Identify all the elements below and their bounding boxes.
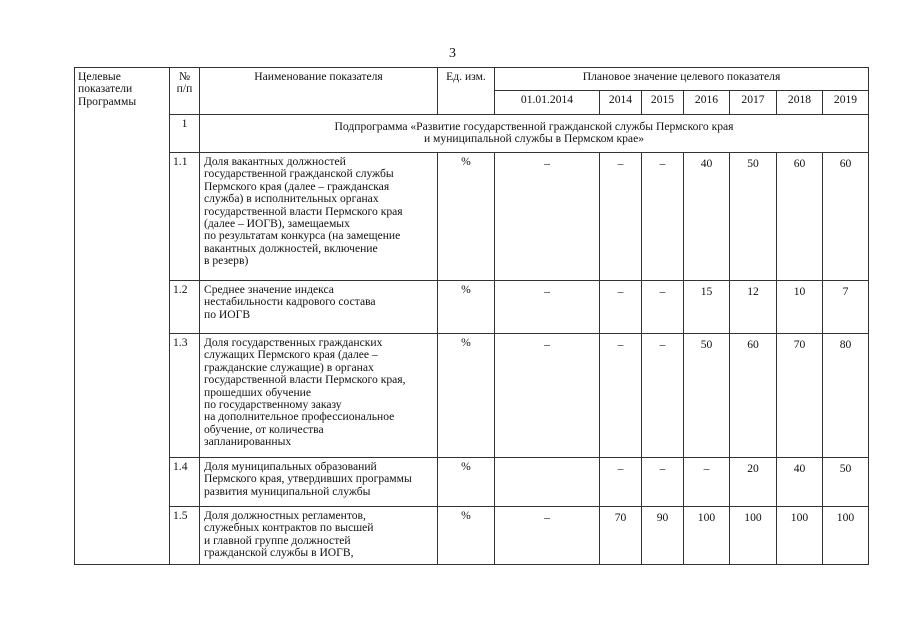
indicator-name	[200, 153, 438, 281]
row-num: 1.1	[170, 153, 200, 281]
value-cell: 40	[684, 153, 730, 281]
year-header-2: 2015	[642, 91, 684, 115]
indicator-name-line: служащих Пермского края (далее –	[204, 348, 378, 362]
table-row	[75, 458, 869, 507]
unit-header	[438, 68, 495, 115]
indicator-name	[200, 458, 438, 507]
num-header-text: № п/п	[176, 70, 193, 96]
indicator-name-line: в резерв)	[204, 254, 249, 268]
indicator-name-line: Доля должностных регламентов,	[204, 509, 366, 522]
row-num: 1.3	[170, 334, 200, 458]
plan-header	[495, 68, 869, 91]
value-cell: 20	[730, 458, 777, 507]
indicator-name-line: на дополнительное профессиональное	[204, 410, 395, 424]
value-cell: 50	[684, 334, 730, 458]
indicator-name-line: развития муниципальной службы	[204, 484, 371, 498]
indicator-name-line: по ИОГВ	[204, 307, 251, 321]
indicator-name-line: Пермского края, утвердивших программы	[204, 472, 412, 486]
indicator-name-line: вакантных должностей, включение	[204, 241, 378, 255]
subprogram-line-1: Подпрограмма «Развитие государственной гражданской службы Пермского края	[334, 120, 734, 133]
year-header-5: 2018	[777, 91, 823, 115]
indicator-name-line: Среднее значение индекса	[204, 283, 334, 296]
indicator-name-line: по результатам конкурса (на замещение	[204, 229, 401, 243]
indicator-name-line: Доля государственных гражданских	[204, 336, 383, 349]
indicators-table	[74, 67, 869, 565]
indicator-name-line: запланированных	[204, 435, 292, 449]
table-row	[75, 281, 869, 334]
indicator-name-line: государственной власти Пермского края	[204, 204, 403, 218]
table-row	[75, 334, 869, 458]
value-cell: –	[495, 153, 600, 281]
value-cell: 60	[730, 334, 777, 458]
value-cell: 90	[642, 507, 684, 565]
year-header-6: 2019	[823, 91, 869, 115]
indicator-name-line: и главной группе должностей	[204, 533, 351, 547]
indicator-name	[200, 281, 438, 334]
value-cell: –	[600, 334, 642, 458]
value-cell: 15	[684, 281, 730, 334]
value-cell: 50	[823, 458, 869, 507]
value-cell	[495, 458, 600, 507]
unit-cell: %	[438, 507, 495, 565]
indicator-name-line: (далее – ИОГВ), замещаемых	[204, 217, 350, 231]
value-cell: 100	[777, 507, 823, 565]
unit-cell: %	[438, 281, 495, 334]
value-cell: 100	[823, 507, 869, 565]
value-cell: –	[600, 153, 642, 281]
unit-cell: %	[438, 334, 495, 458]
plan-header-text: Плановое значение целевого показателя	[582, 70, 781, 83]
value-cell: 40	[777, 458, 823, 507]
goal-label-cell	[75, 68, 170, 565]
indicator-name-line: гражданские служащие) в органах	[204, 360, 374, 374]
value-cell: 60	[777, 153, 823, 281]
indicator-name-line: Доля муниципальных образований	[204, 460, 377, 473]
value-cell: 80	[823, 334, 869, 458]
value-cell: –	[495, 281, 600, 334]
indicator-name	[200, 334, 438, 458]
name-header-text: Наименование показателя	[254, 70, 383, 83]
indicator-name-line: Пермского края (далее – гражданская	[204, 179, 390, 193]
indicator-name-line: нестабильности кадрового состава	[204, 295, 376, 309]
indicator-name-line: прошедших обучение	[204, 385, 312, 399]
value-cell: –	[600, 458, 642, 507]
year-header-3: 2016	[684, 91, 730, 115]
subprogram-num: 1	[170, 115, 200, 153]
indicator-name-line: обучение, от количества	[204, 422, 324, 436]
indicator-name-line: государственной гражданской службы	[204, 167, 394, 181]
unit-cell: %	[438, 153, 495, 281]
value-cell: 7	[823, 281, 869, 334]
year-header-4: 2017	[730, 91, 777, 115]
indicator-name-line: служба) в исполнительных органах	[204, 192, 379, 206]
indicator-name-line: государственной власти Пермского края,	[204, 373, 406, 387]
value-cell: 70	[777, 334, 823, 458]
row-num: 1.5	[170, 507, 200, 565]
subprogram-line-2: и муниципальной службы в Пермском крае»	[423, 132, 645, 146]
table-row	[75, 153, 869, 281]
value-cell: –	[642, 281, 684, 334]
goal-label: Целевые показатели Программы	[78, 70, 137, 108]
value-cell: –	[642, 458, 684, 507]
value-cell: –	[642, 334, 684, 458]
value-cell: 60	[823, 153, 869, 281]
indicator-name-line: Доля вакантных должностей	[204, 155, 346, 168]
value-cell: 12	[730, 281, 777, 334]
table-row	[75, 507, 869, 565]
unit-cell: %	[438, 458, 495, 507]
value-cell: 70	[600, 507, 642, 565]
value-cell: 100	[730, 507, 777, 565]
value-cell: 50	[730, 153, 777, 281]
value-cell: –	[684, 458, 730, 507]
indicator-name	[200, 507, 438, 565]
page-number: 3	[449, 46, 456, 61]
row-num: 1.2	[170, 281, 200, 334]
indicator-name-line: по государственному заказу	[204, 398, 342, 412]
year-header-1: 2014	[600, 91, 642, 115]
subprogram-title	[200, 115, 869, 153]
num-header	[170, 68, 200, 115]
unit-header-text: Ед. изм.	[446, 70, 486, 83]
year-header-0: 01.01.2014	[495, 91, 600, 115]
row-num: 1.4	[170, 458, 200, 507]
value-cell: 100	[684, 507, 730, 565]
value-cell: –	[495, 507, 600, 565]
value-cell: –	[642, 153, 684, 281]
value-cell: –	[600, 281, 642, 334]
name-header	[200, 68, 438, 115]
value-cell: –	[495, 334, 600, 458]
indicator-name-line: служебных контрактов по высшей	[204, 521, 374, 535]
value-cell: 10	[777, 281, 823, 334]
indicator-name-line: гражданской службы в ИОГВ,	[204, 546, 354, 560]
